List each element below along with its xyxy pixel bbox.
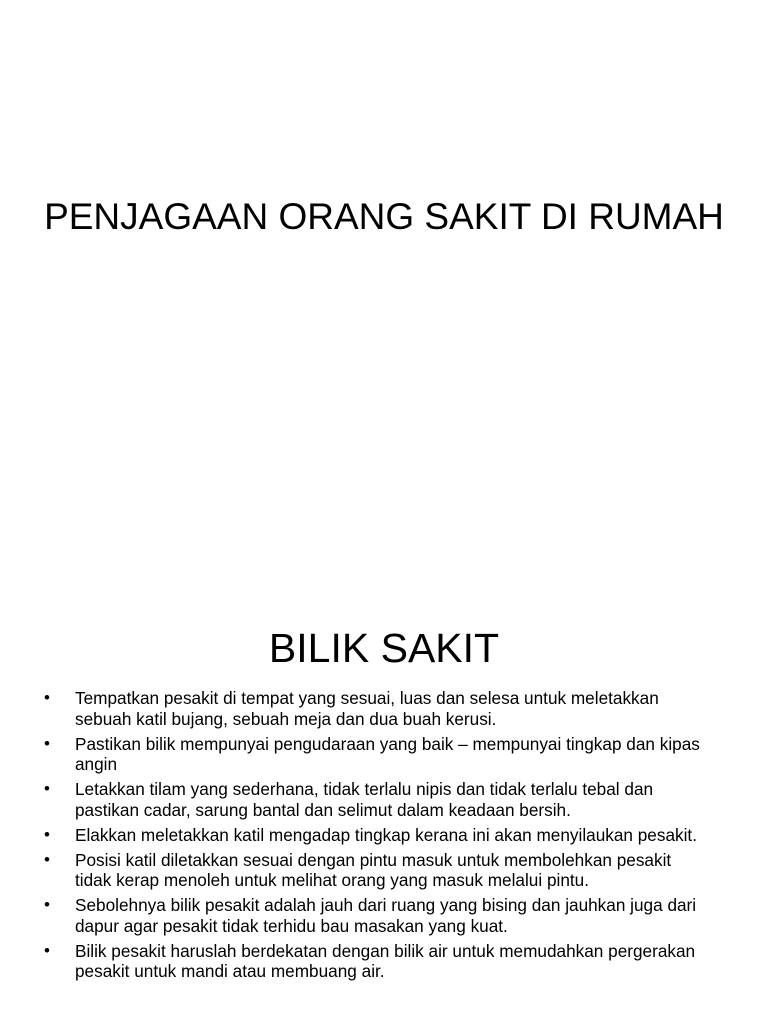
bullet-icon: •: [44, 849, 50, 869]
bullet-list: [0, 688, 768, 986]
bullet-item: [0, 825, 768, 846]
bullet-icon: •: [44, 779, 50, 798]
section-title: BILIK SAKIT: [268, 625, 500, 671]
bullet-item: [0, 734, 768, 775]
bullet-item: [0, 779, 768, 820]
slide-title: PENJAGAAN ORANG SAKIT DI RUMAH: [44, 196, 724, 237]
bullet-text: Elakkan meletakkan katil mengadap tingkap kerana ini akan menyilaukan pesakit.: [75, 824, 697, 845]
bullet-text: Bilik pesakit haruslah berdekatan dengan bilik air untuk memudahkan pergerakan pesakit untuk mandi atau membuang air.: [75, 940, 696, 981]
bullet-icon: •: [44, 733, 50, 753]
bullet-icon: •: [44, 895, 50, 914]
bullet-text: Pastikan bilik mempunyai pengudaraan yang baik – mempunyai tingkap dan kipas angin: [75, 733, 700, 774]
bullet-text: Letakkan tilam yang sederhana, tidak terlalu nipis dan tidak terlalu tebal dan pastikan cadar, sarung bantal dan selimut dalam keadaan bersih.: [75, 779, 654, 820]
bullet-icon: •: [44, 940, 50, 960]
bullet-item: [0, 688, 768, 729]
bullet-text: Sebolehnya bilik pesakit adalah jauh dari ruang yang bising dan jauhkan juga dari dapur agar pesakit tidak terhidu bau masakan yang kuat.: [75, 895, 697, 936]
bullet-icon: •: [44, 688, 50, 707]
bullet-icon: •: [44, 824, 50, 844]
bullet-item: [0, 941, 768, 982]
bullet-item: [0, 895, 768, 936]
bullet-text: Tempatkan pesakit di tempat yang sesuai, luas dan selesa untuk meletakkan sebuah katil bujang, sebuah meja dan dua buah kerusi.: [75, 688, 659, 729]
content-slide: [0, 576, 768, 1024]
bullet-item: [0, 850, 768, 891]
bullet-text: Posisi katil diletakkan sesuai dengan pintu masuk untuk membolehkan pesakit tidak kerap menoleh untuk melihat orang yang masuk melalui pintu.: [75, 849, 672, 890]
